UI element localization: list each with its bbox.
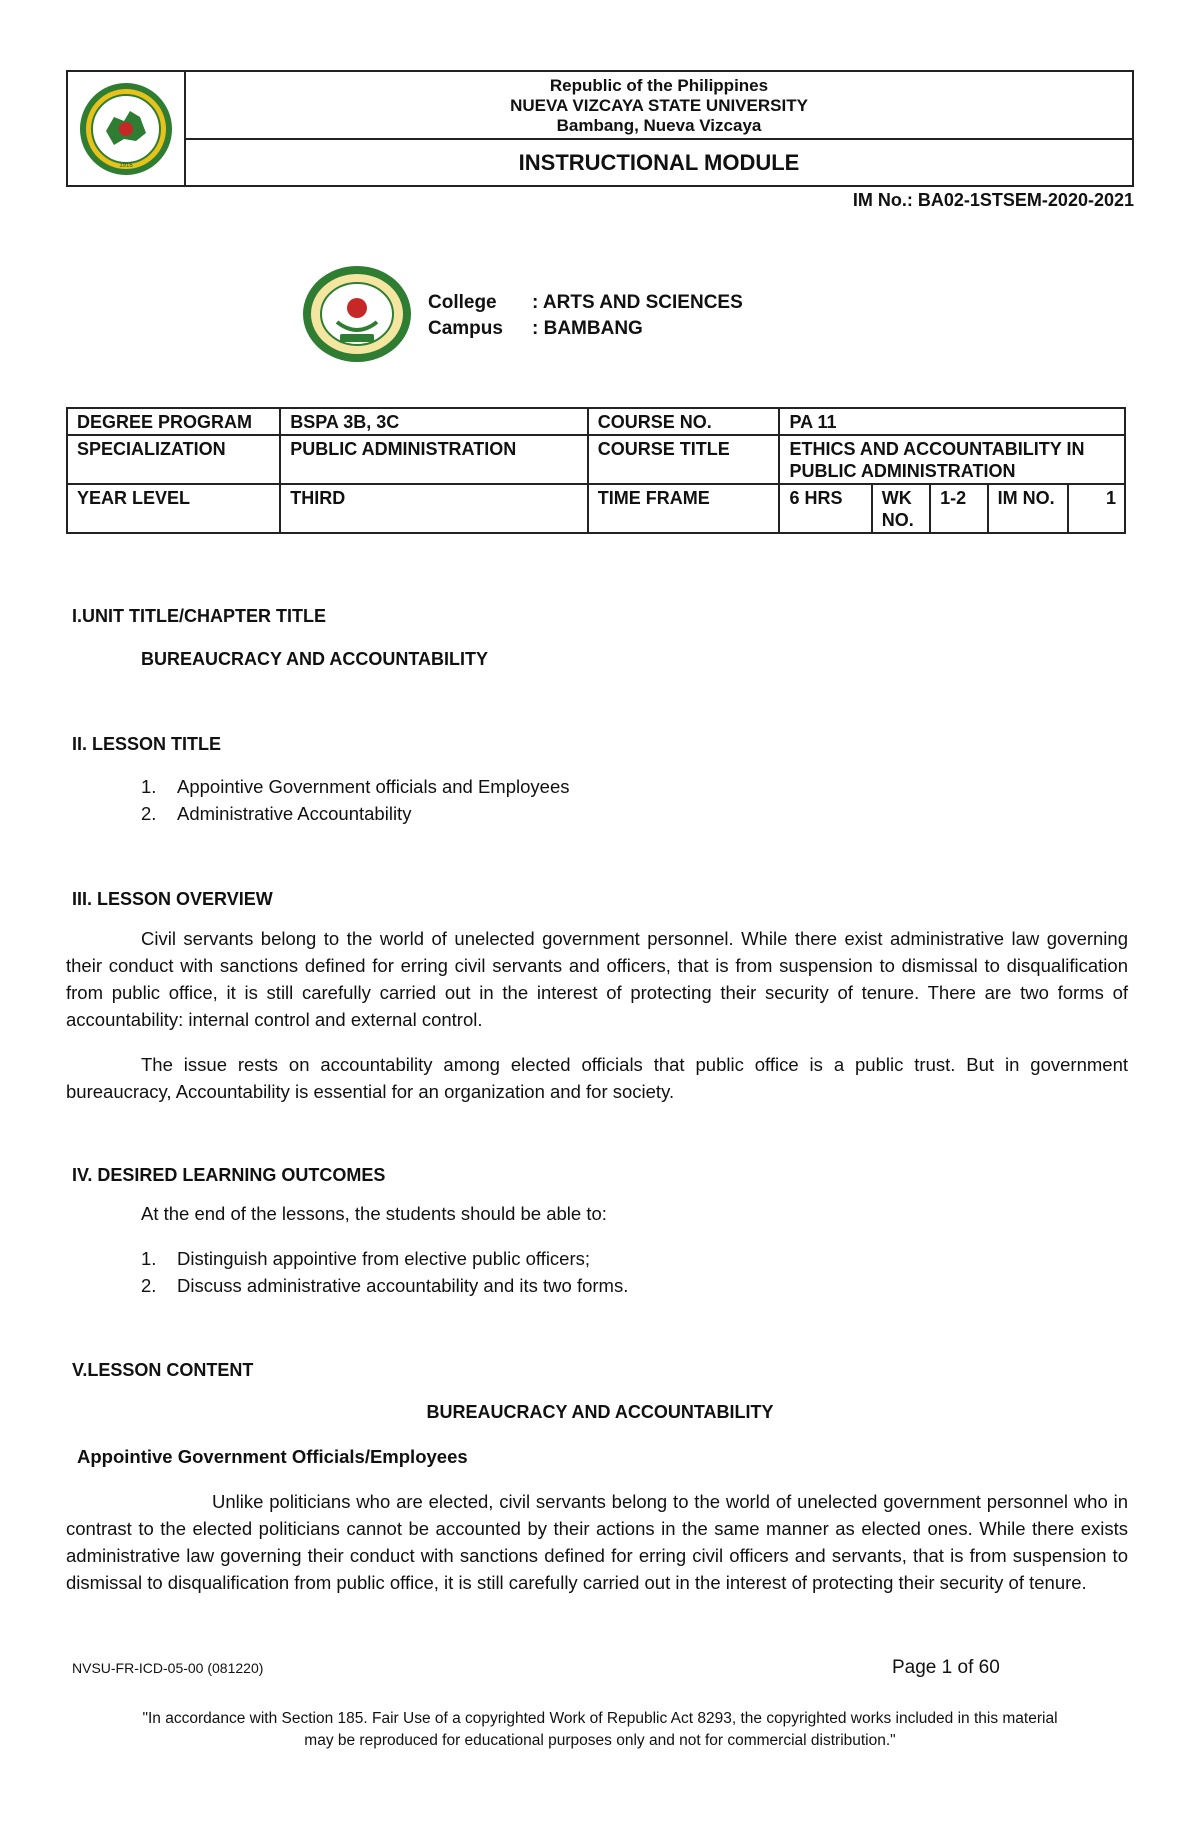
course-title-value: ETHICS AND ACCOUNTABILITY IN PUBLIC ADMINISTRATION: [779, 435, 1125, 484]
section4-heading: IV. DESIRED LEARNING OUTCOMES: [72, 1165, 386, 1185]
header-institution: [186, 72, 1132, 140]
college-label: College: [428, 292, 497, 313]
page-number: Page 1 of 60: [892, 1657, 1000, 1678]
table-row: [67, 435, 1125, 484]
specialization-label: SPECIALIZATION: [67, 435, 280, 484]
time-frame-value: 6 HRS: [779, 484, 871, 533]
copyright-line-1: "In accordance with Section 185. Fair Use of a copyrighted Work of Republic Act 8293, the copyrighted works included in this material: [142, 1710, 1058, 1727]
im-number: IM No.: BA02-1STSEM-2020-2021: [852, 190, 1134, 210]
course-no-value: PA 11: [779, 408, 1125, 435]
section2-heading: II. LESSON TITLE: [72, 734, 222, 754]
college-info: [428, 290, 743, 342]
list-item: 1. Distinguish appointive from elective public officers;: [141, 1248, 591, 1269]
section5-heading: V.LESSON CONTENT: [72, 1360, 254, 1380]
course-title-label: COURSE TITLE: [588, 435, 780, 484]
document-header: [66, 70, 1134, 187]
republic-line: Republic of the Philippines: [549, 76, 769, 95]
university-name: NUEVA VIZCAYA STATE UNIVERSITY: [510, 96, 808, 115]
degree-value: BSPA 3B, 3C: [280, 408, 588, 435]
list-item: 2. Administrative Accountability: [141, 803, 412, 824]
degree-label: DEGREE PROGRAM: [67, 408, 280, 435]
university-location: Bambang, Nueva Vizcaya: [556, 116, 762, 135]
university-seal-icon: [78, 81, 174, 177]
lesson-content-paragraph: Unlike politicians who are elected, civil servants belong to the world of unelected government personnel who in contrast to the elected politicians cannot be accounted by their actions in the same manner as elected ones. While there exists administrative law governing their conduct with sanctions defined for erring civil officers and servants, that is from suspension to dismissal to disqualification from public office, it is still carefully carried out in the interest of protecting their security of tenure.: [66, 1491, 1128, 1593]
outcomes-intro: At the end of the lessons, the students should be able to:: [141, 1203, 607, 1224]
module-title: INSTRUCTIONAL MODULE: [518, 149, 800, 175]
list-item: 2. Discuss administrative accountability and its two forms.: [141, 1275, 629, 1296]
campus-value: : BAMBANG: [532, 318, 643, 339]
im-no-value: 1: [1068, 484, 1125, 533]
overview-paragraph-1: Civil servants belong to the world of unelected government personnel. While there exist administrative law governing their conduct with sanctions defined for erring civil servants and officers, that is from suspension to dismissal to disqualification from public office, it is still carefully carried out in the interest of protecting their security of tenure. There are two forms of accountability: internal control and external control.: [66, 928, 1128, 1030]
time-frame-label: TIME FRAME: [588, 484, 780, 533]
outcomes-list: [141, 1245, 628, 1299]
campus-label: Campus: [428, 318, 503, 339]
lesson-content-title: BUREAUCRACY AND ACCOUNTABILITY: [426, 1402, 774, 1422]
year-value: THIRD: [280, 484, 588, 533]
university-seal-cell: [68, 72, 186, 185]
section3-heading: III. LESSON OVERVIEW: [72, 889, 273, 909]
table-row: [67, 484, 1125, 533]
lesson-content-subheading: Appointive Government Officials/Employees: [77, 1446, 468, 1467]
svg-text:1916: 1916: [119, 162, 133, 169]
overview-paragraph-2: The issue rests on accountability among elected officials that public office is a public trust. But in government bureaucracy, Accountability is essential for an organization and for society.: [66, 1054, 1128, 1102]
section1-heading: I.UNIT TITLE/CHAPTER TITLE: [72, 606, 326, 626]
college-seal-icon: [302, 264, 412, 364]
copyright-note: [66, 1708, 1134, 1752]
course-info-table: [66, 407, 1126, 534]
copyright-line-2: may be reproduced for educational purposes only and not for commercial distribution.": [304, 1732, 896, 1749]
im-no-label: IM NO.: [988, 484, 1068, 533]
college-value: : ARTS AND SCIENCES: [532, 292, 743, 313]
specialization-value: PUBLIC ADMINISTRATION: [280, 435, 588, 484]
lesson-title-list: [141, 773, 569, 827]
wk-no-label: WK NO.: [872, 484, 930, 533]
course-no-label: COURSE NO.: [588, 408, 780, 435]
form-code: NVSU-FR-ICD-05-00 (081220): [72, 1660, 264, 1676]
wk-no-value: 1-2: [930, 484, 987, 533]
list-item: 1. Appointive Government officials and Employees: [141, 776, 570, 797]
year-label: YEAR LEVEL: [67, 484, 280, 533]
table-row: [67, 408, 1125, 435]
section1-title: BUREAUCRACY AND ACCOUNTABILITY: [141, 649, 488, 669]
